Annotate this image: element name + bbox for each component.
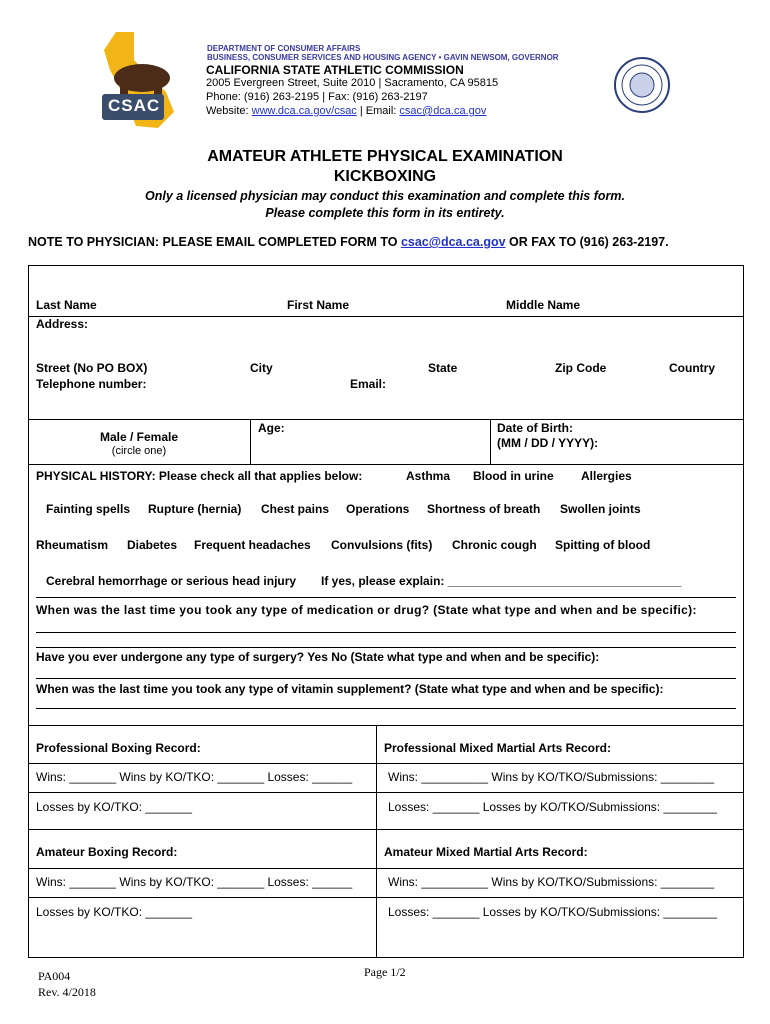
dept-line: DEPARTMENT OF CONSUMER AFFAIRS (207, 44, 361, 53)
history-rheumatism[interactable]: Rheumatism (36, 538, 109, 552)
note-prefix: NOTE TO PHYSICIAN: PLEASE EMAIL COMPLETED FORM TO (28, 235, 401, 249)
medication-question: When was the last time you took any type of medication or drug? (State what type and when and be specific): (36, 603, 697, 617)
history-intro: PHYSICAL HISTORY: Please check all that applies below: (36, 469, 363, 483)
form-id: PA004 (38, 969, 71, 983)
amateur-boxing-record-label: Amateur Boxing Record: (36, 845, 178, 859)
note-email-link[interactable]: csac@dca.ca.gov (400, 235, 506, 249)
history-asthma[interactable]: Asthma (406, 469, 451, 483)
history-blood-in-urine[interactable]: Blood in urine (473, 469, 554, 483)
age-label: Age: (258, 421, 285, 435)
history-chest-pains[interactable]: Chest pains (261, 502, 330, 516)
circle-one-label: (circle one) (111, 445, 167, 457)
commission-phone: Phone: (916) 263-2195 | Fax: (916) 263-2197 (206, 91, 428, 103)
dob-label: Date of Birth: (497, 421, 573, 435)
revision-date: Rev. 4/2018 (38, 985, 96, 999)
last-name-label: Last Name (36, 298, 97, 312)
vitamin-question: When was the last time you took any type of vitamin supplement? (State what type and when and be specific): (36, 682, 664, 696)
amateur-mma-record-label: Amateur Mixed Martial Arts Record: (384, 845, 588, 859)
dob-format: (MM / DD / YYYY): (497, 436, 599, 450)
history-head-injury[interactable]: Cerebral hemorrhage or serious head injury (46, 574, 297, 588)
divider (28, 897, 744, 898)
email-field-label: Email: (350, 377, 387, 391)
divider (28, 419, 744, 420)
agency-line: BUSINESS, CONSUMER SERVICES AND HOUSING AGENCY • GAVIN NEWSOM, GOVERNOR (207, 53, 559, 62)
divider (28, 725, 744, 726)
address-label: Address: (36, 317, 89, 331)
pro-boxing-wins-losses[interactable]: Wins: _______ Wins by KO/TKO: _______ Losses: ______ (36, 770, 353, 784)
form-subtitle: KICKBOXING (333, 168, 437, 185)
pro-boxing-ko-losses[interactable]: Losses by KO/TKO: _______ (36, 800, 193, 814)
telephone-label: Telephone number: (36, 377, 147, 391)
csac-logo (96, 30, 192, 130)
country-label: Country (669, 361, 715, 375)
divider (28, 792, 744, 793)
email-link[interactable]: csac@dca.ca.gov (399, 105, 487, 117)
answer-line[interactable] (36, 597, 736, 598)
divider (28, 868, 744, 869)
email-label: | Email: (356, 105, 400, 117)
amateur-boxing-ko-losses[interactable]: Losses by KO/TKO: _______ (36, 905, 193, 919)
commission-name: CALIFORNIA STATE ATHLETIC COMMISSION (206, 63, 464, 77)
history-rupture[interactable]: Rupture (hernia) (148, 502, 242, 516)
logo-text: CSAC (108, 96, 161, 115)
pro-mma-losses[interactable]: Losses: _______ Losses by KO/TKO/Submissions: ________ (388, 800, 717, 814)
first-name-label: First Name (287, 298, 350, 312)
amateur-mma-wins-submissions[interactable]: Wins: __________ Wins by KO/TKO/Submissions: ________ (388, 875, 715, 889)
commission-website (206, 105, 486, 117)
history-convulsions[interactable]: Convulsions (fits) (331, 538, 433, 552)
divider (490, 419, 491, 464)
surgery-question: Have you ever undergone any type of surgery? Yes No (State what type and when and be specific): (36, 650, 600, 664)
physician-note-1: Only a licensed physician may conduct this examination and complete this form. (145, 189, 625, 203)
amateur-mma-losses[interactable]: Losses: _______ Losses by KO/TKO/Submissions: ________ (388, 905, 717, 919)
pro-boxing-record-label: Professional Boxing Record: (36, 741, 201, 755)
explain-field[interactable]: If yes, please explain: ___________________________________ (321, 574, 682, 588)
answer-line[interactable] (36, 678, 736, 679)
history-chronic-cough[interactable]: Chronic cough (452, 538, 537, 552)
history-shortness-of-breath[interactable]: Shortness of breath (427, 502, 541, 516)
divider (28, 316, 744, 317)
history-fainting[interactable]: Fainting spells (46, 502, 131, 516)
page-number: Page 1/2 (364, 965, 406, 979)
state-label: State (428, 361, 458, 375)
zip-label: Zip Code (555, 361, 607, 375)
amateur-boxing-wins-losses[interactable]: Wins: _______ Wins by KO/TKO: _______ Losses: ______ (36, 875, 353, 889)
sex-label: Male / Female (99, 430, 179, 444)
divider (376, 725, 377, 958)
note-suffix: OR FAX TO (916) 263-2197. (505, 235, 669, 249)
state-seal (613, 56, 671, 114)
middle-name-label: Middle Name (506, 298, 581, 312)
website-label: Website: (206, 105, 252, 117)
history-spitting-of-blood[interactable]: Spitting of blood (555, 538, 651, 552)
physician-note-2: Please complete this form in its entirety. (265, 206, 505, 220)
history-frequent-headaches[interactable]: Frequent headaches (194, 538, 311, 552)
street-label: Street (No PO BOX) (36, 361, 148, 375)
history-operations[interactable]: Operations (346, 502, 410, 516)
pro-mma-wins-submissions[interactable]: Wins: __________ Wins by KO/TKO/Submissions: ________ (388, 770, 715, 784)
answer-line[interactable] (36, 647, 736, 648)
divider (28, 464, 744, 465)
divider (28, 763, 744, 764)
submission-note (28, 235, 669, 249)
answer-line[interactable] (36, 708, 736, 709)
history-swollen-joints[interactable]: Swollen joints (560, 502, 641, 516)
commission-address: 2005 Evergreen Street, Suite 2010 | Sacramento, CA 95815 (206, 77, 499, 89)
divider (250, 419, 251, 464)
divider (28, 829, 744, 830)
history-allergies[interactable]: Allergies (581, 469, 632, 483)
form-title: AMATEUR ATHLETE PHYSICAL EXAMINATION (207, 148, 563, 165)
website-link[interactable]: www.dca.ca.gov/csac (251, 105, 357, 117)
pro-mma-record-label: Professional Mixed Martial Arts Record: (384, 741, 611, 755)
answer-line[interactable] (36, 632, 736, 633)
history-diabetes[interactable]: Diabetes (127, 538, 178, 552)
city-label: City (250, 361, 273, 375)
